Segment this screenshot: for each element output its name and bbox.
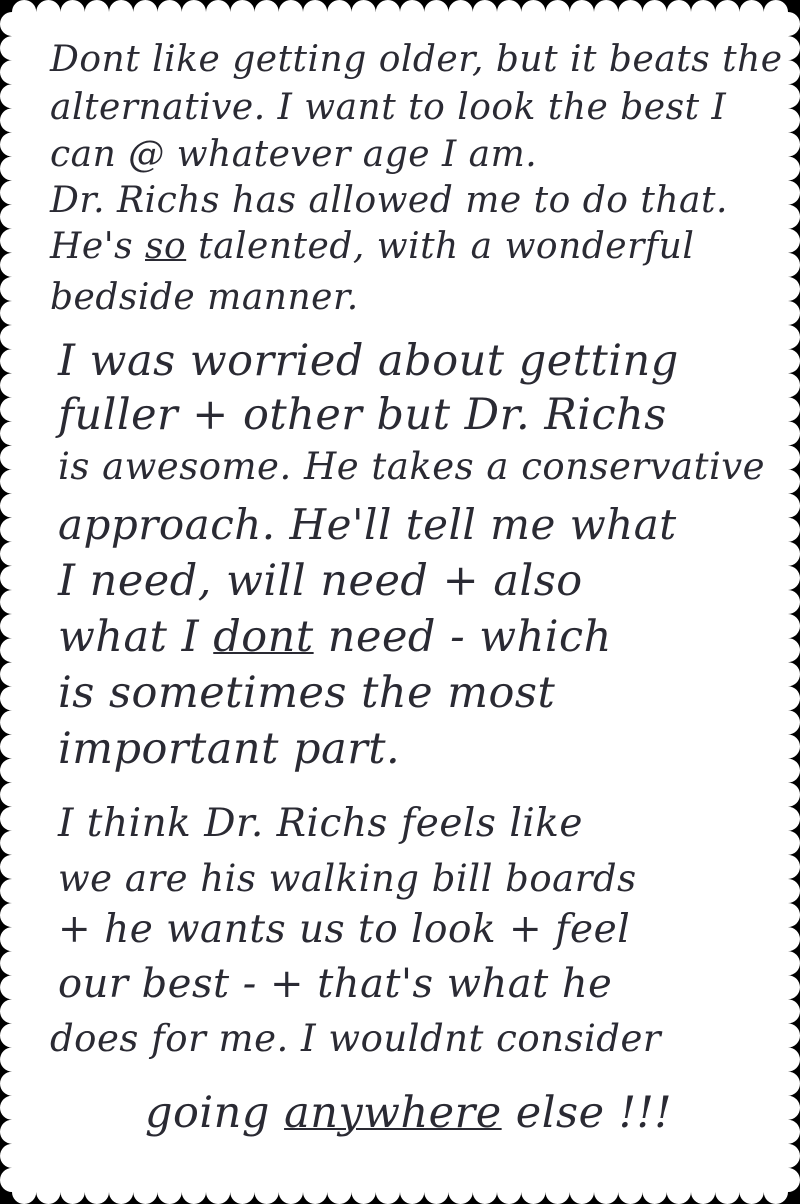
emphasis-underline: anywhere <box>284 1088 502 1138</box>
note-line-6: bedside manner. <box>50 277 359 318</box>
note-line-14: important part. <box>58 724 401 774</box>
emphasis-underline: so <box>145 226 187 267</box>
note-line-16: we are his walking bill boards <box>58 857 637 900</box>
note-line-3: can @ whatever age I am. <box>50 134 538 175</box>
note-line-8: fuller + other but Dr. Richs <box>58 390 667 440</box>
note-line-9: is awesome. He takes a conservative <box>58 445 766 488</box>
note-line-12: what I dont need - which <box>58 612 612 662</box>
note-line-11: I need, will need + also <box>58 556 583 606</box>
note-line-18: our best - + that's what he <box>58 961 613 1007</box>
note-line-2: alternative. I want to look the best I <box>50 87 727 128</box>
note-line-5 <box>50 226 695 267</box>
note-line-7: I was worried about getting <box>58 336 679 386</box>
note-line-1: Dont like getting older, but it beats the <box>50 39 783 80</box>
note-line-5-text: He's so talented, with a wonderful <box>50 226 695 267</box>
emphasis-underline: dont <box>213 612 314 662</box>
note-line-20: going anywhere else !!! <box>145 1088 673 1138</box>
note-line-15: I think Dr. Richs feels like <box>58 801 583 846</box>
note-line-13: is sometimes the most <box>58 668 556 718</box>
note-line-17: + he wants us to look + feel <box>58 907 631 952</box>
note-line-4: Dr. Richs has allowed me to do that. <box>50 180 728 221</box>
note-line-10: approach. He'll tell me what <box>58 500 677 549</box>
note-line-19: does for me. I wouldnt consider <box>50 1017 662 1060</box>
